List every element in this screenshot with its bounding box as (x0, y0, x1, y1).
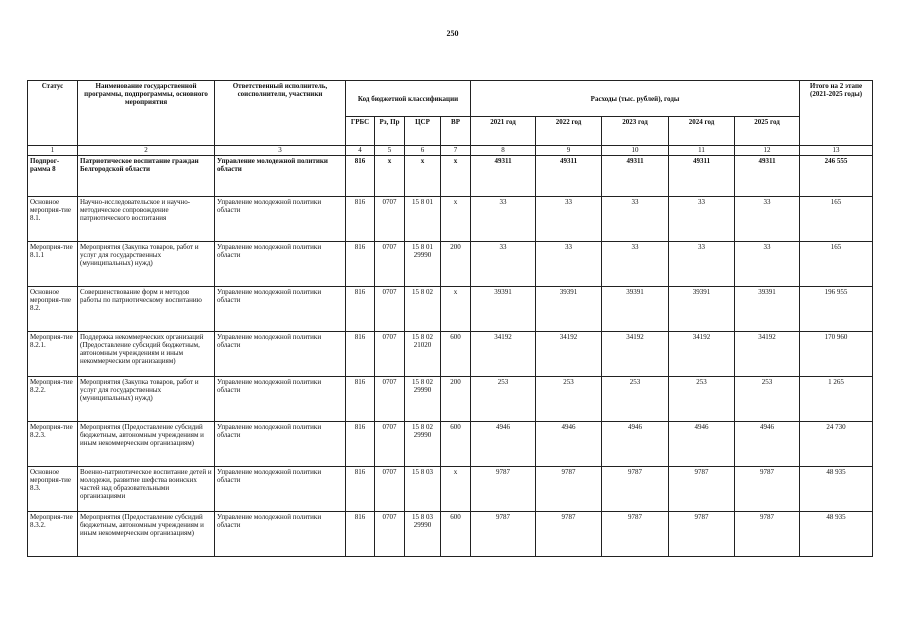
row-status: Основное мероприя-тие 8.1. (28, 197, 78, 242)
header-grbs: ГРБС (346, 117, 375, 146)
table-row (28, 287, 873, 332)
header-name: Наименование государственной программы, подпрограммы, основного мероприятия (78, 81, 215, 146)
row-vr: 200 (441, 377, 471, 422)
row-grbs: 816 (346, 332, 375, 377)
row-grbs: 816 (346, 156, 375, 197)
row-status: Основное мероприя-тие 8.3. (28, 467, 78, 512)
row-grbs: 816 (346, 377, 375, 422)
row-executor: Управление молодежной политики области (215, 377, 346, 422)
row-name: Мероприятия (Закупка товаров, работ и услуг для государственных (муниципальных) нужд) (78, 377, 215, 422)
row-name: Совершенствование форм и методов работы по патриотическому воспитанию (78, 287, 215, 332)
page-number: 250 (446, 29, 459, 38)
row-executor: Управление молодежной политики области (215, 332, 346, 377)
row-csr: 15 8 03 (405, 467, 441, 512)
row-rzpr: 0707 (375, 242, 405, 287)
row-2025: 33 (735, 242, 800, 287)
row-2021: 49311 (471, 156, 536, 197)
row-csr: x (405, 156, 441, 197)
row-name: Мероприятия (Предоставление субсидий бюджетным, автономным учреждениям и иным некоммерческим организациям) (78, 512, 215, 557)
table-row (28, 377, 873, 422)
row-2025: 9787 (735, 467, 800, 512)
row-name: Мероприятия (Предоставление субсидий бюджетным, автономным учреждениям и иным некоммерческим организациям) (78, 422, 215, 467)
row-2022: 9787 (536, 512, 602, 557)
table-row (28, 422, 873, 467)
row-grbs: 816 (346, 242, 375, 287)
row-csr: 15 8 02 21020 (405, 332, 441, 377)
row-vr: 600 (441, 422, 471, 467)
column-number: 8 (471, 146, 536, 156)
row-2024: 33 (669, 242, 735, 287)
row-2025: 4946 (735, 422, 800, 467)
row-2023: 49311 (602, 156, 669, 197)
row-vr: x (441, 156, 471, 197)
header-2025: 2025 год (735, 117, 800, 146)
row-status: Мероприя-тие 8.3.2. (28, 512, 78, 557)
row-total: 246 555 (800, 156, 873, 197)
column-number: 1 (28, 146, 78, 156)
row-2023: 9787 (602, 467, 669, 512)
row-grbs: 816 (346, 512, 375, 557)
header-2022: 2022 год (536, 117, 602, 146)
row-2022: 49311 (536, 156, 602, 197)
table-header-row (28, 81, 873, 117)
row-rzpr: 0707 (375, 377, 405, 422)
row-2022: 4946 (536, 422, 602, 467)
row-rzpr: x (375, 156, 405, 197)
row-status: Подпрог-рамма 8 (28, 156, 78, 197)
row-2024: 253 (669, 377, 735, 422)
row-name: Военно-патриотическое воспитание детей и молодежи, развитие шефства воинских частей над образовательными организациями (78, 467, 215, 512)
row-2023: 34192 (602, 332, 669, 377)
row-status: Мероприя-тие 8.1.1 (28, 242, 78, 287)
budget-table (27, 80, 873, 557)
column-number: 2 (78, 146, 215, 156)
table-row (28, 467, 873, 512)
row-2024: 34192 (669, 332, 735, 377)
row-executor: Управление молодежной политики области (215, 287, 346, 332)
row-vr: 200 (441, 242, 471, 287)
header-status: Статус (28, 81, 78, 146)
row-name: Поддержка некоммерческих организаций (Предоставление субсидий бюджетным, автономным учреждениям и иным некоммерческим организациям) (78, 332, 215, 377)
row-status: Мероприя-тие 8.2.3. (28, 422, 78, 467)
row-rzpr: 0707 (375, 422, 405, 467)
row-csr: 15 8 03 29990 (405, 512, 441, 557)
row-2023: 39391 (602, 287, 669, 332)
row-2022: 253 (536, 377, 602, 422)
row-2025: 33 (735, 197, 800, 242)
row-rzpr: 0707 (375, 467, 405, 512)
row-executor: Управление молодежной политики области (215, 156, 346, 197)
row-2021: 39391 (471, 287, 536, 332)
row-executor: Управление молодежной политики области (215, 197, 346, 242)
header-executor: Ответственный исполнитель, соисполнители, участники (215, 81, 346, 146)
row-2024: 9787 (669, 467, 735, 512)
row-name: Мероприятия (Закупка товаров, работ и услуг для государственных (муниципальных) нужд) (78, 242, 215, 287)
row-grbs: 816 (346, 197, 375, 242)
row-2022: 9787 (536, 467, 602, 512)
row-csr: 15 8 01 (405, 197, 441, 242)
row-2025: 39391 (735, 287, 800, 332)
header-rzpr: Рз, Пр (375, 117, 405, 146)
row-total: 48 935 (800, 467, 873, 512)
header-total: Итого на 2 этапе (2021-2025 годы) (800, 81, 873, 146)
column-number: 6 (405, 146, 441, 156)
row-executor: Управление молодежной политики области (215, 422, 346, 467)
row-csr: 15 8 02 (405, 287, 441, 332)
row-status: Мероприя-тие 8.2.1. (28, 332, 78, 377)
row-total: 1 265 (800, 377, 873, 422)
table-row (28, 197, 873, 242)
row-executor: Управление молодежной политики области (215, 242, 346, 287)
row-2023: 253 (602, 377, 669, 422)
row-status: Мероприя-тие 8.2.2. (28, 377, 78, 422)
row-vr: 600 (441, 512, 471, 557)
row-2025: 49311 (735, 156, 800, 197)
row-rzpr: 0707 (375, 287, 405, 332)
table-row (28, 332, 873, 377)
row-total: 170 960 (800, 332, 873, 377)
row-rzpr: 0707 (375, 332, 405, 377)
row-vr: x (441, 197, 471, 242)
row-total: 165 (800, 242, 873, 287)
table-row (28, 242, 873, 287)
header-2024: 2024 год (669, 117, 735, 146)
row-2023: 9787 (602, 512, 669, 557)
row-executor: Управление молодежной политики области (215, 512, 346, 557)
row-csr: 15 8 02 29990 (405, 422, 441, 467)
row-vr: x (441, 467, 471, 512)
row-executor: Управление молодежной политики области (215, 467, 346, 512)
column-number: 10 (602, 146, 669, 156)
row-2022: 33 (536, 242, 602, 287)
row-rzpr: 0707 (375, 512, 405, 557)
row-2025: 9787 (735, 512, 800, 557)
column-number: 7 (441, 146, 471, 156)
row-total: 48 935 (800, 512, 873, 557)
row-2024: 39391 (669, 287, 735, 332)
row-name: Патриотическое воспитание граждан Белгородской области (78, 156, 215, 197)
row-2021: 34192 (471, 332, 536, 377)
row-vr: 600 (441, 332, 471, 377)
row-name: Научно-исследовательское и научно-методическое сопровождение патриотического воспитания (78, 197, 215, 242)
column-number: 9 (536, 146, 602, 156)
row-2023: 33 (602, 197, 669, 242)
row-2023: 4946 (602, 422, 669, 467)
row-2024: 9787 (669, 512, 735, 557)
header-budget-code: Код бюджетной классификации (346, 81, 471, 117)
row-2021: 33 (471, 242, 536, 287)
row-csr: 15 8 01 29990 (405, 242, 441, 287)
row-2021: 9787 (471, 467, 536, 512)
column-number: 3 (215, 146, 346, 156)
row-2024: 4946 (669, 422, 735, 467)
header-expenses: Расходы (тыс. рублей), годы (471, 81, 800, 117)
row-2024: 49311 (669, 156, 735, 197)
row-2021: 9787 (471, 512, 536, 557)
row-2022: 33 (536, 197, 602, 242)
column-number: 5 (375, 146, 405, 156)
column-number: 13 (800, 146, 873, 156)
column-number: 12 (735, 146, 800, 156)
row-csr: 15 8 02 29990 (405, 377, 441, 422)
table-row (28, 512, 873, 557)
row-vr: x (441, 287, 471, 332)
column-number: 11 (669, 146, 735, 156)
row-2021: 253 (471, 377, 536, 422)
row-grbs: 816 (346, 422, 375, 467)
table-row (28, 156, 873, 197)
row-2023: 33 (602, 242, 669, 287)
row-2022: 34192 (536, 332, 602, 377)
header-2023: 2023 год (602, 117, 669, 146)
row-total: 196 955 (800, 287, 873, 332)
header-csr: ЦСР (405, 117, 441, 146)
row-2022: 39391 (536, 287, 602, 332)
row-2025: 253 (735, 377, 800, 422)
row-rzpr: 0707 (375, 197, 405, 242)
column-number-row (28, 146, 873, 156)
row-grbs: 816 (346, 467, 375, 512)
header-2021: 2021 год (471, 117, 536, 146)
row-2021: 33 (471, 197, 536, 242)
row-2021: 4946 (471, 422, 536, 467)
row-total: 165 (800, 197, 873, 242)
header-vr: ВР (441, 117, 471, 146)
row-grbs: 816 (346, 287, 375, 332)
row-status: Основное мероприя-тие 8.2. (28, 287, 78, 332)
column-number: 4 (346, 146, 375, 156)
row-2025: 34192 (735, 332, 800, 377)
row-total: 24 730 (800, 422, 873, 467)
row-2024: 33 (669, 197, 735, 242)
